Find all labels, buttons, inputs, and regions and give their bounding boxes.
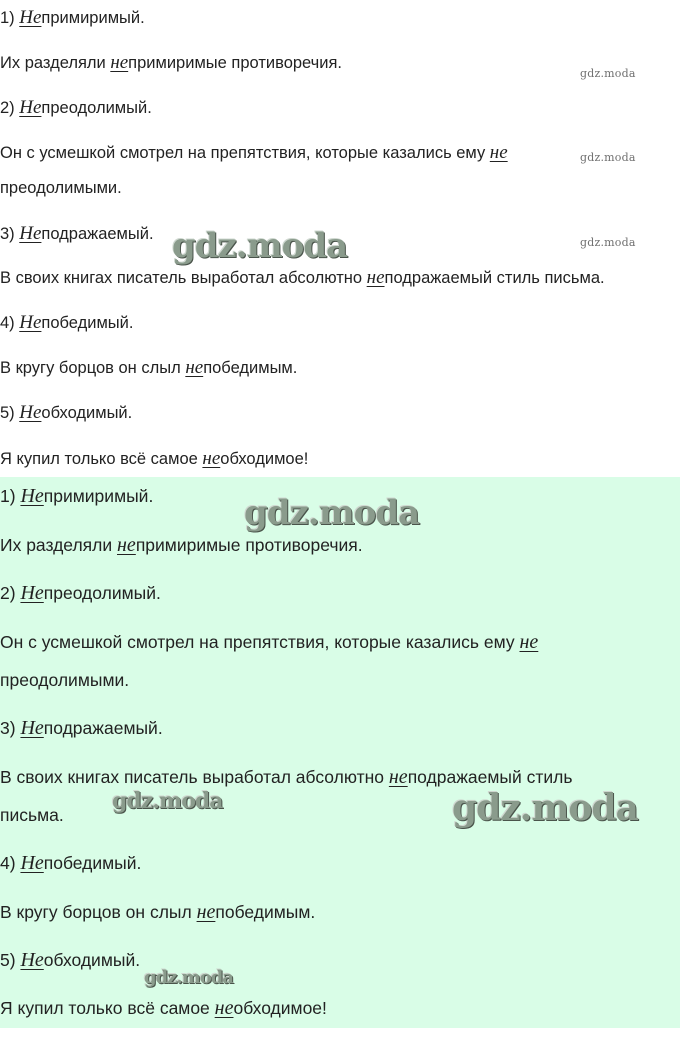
watermark-logo: gdz.moda (452, 787, 638, 829)
particle-ne: Не (19, 97, 42, 118)
particle-ne: не (196, 901, 216, 923)
particle-ne: Не (20, 582, 44, 604)
text-line: Он с усмешкой смотрел на препятствия, которые казались ему не (0, 631, 539, 653)
text-line: В своих книгах писатель выработал абсолютно неподражаемый стиль (0, 766, 573, 788)
answer-block-1 (0, 0, 680, 477)
text-line: 3) Неподражаемый. (0, 223, 154, 244)
text-line: В кругу борцов он слыл непобедимым. (0, 901, 316, 923)
watermark-logo: gdz.moda (112, 788, 223, 814)
particle-ne: Не (20, 485, 44, 507)
watermark-logo: gdz.moda (580, 67, 636, 80)
text-line: Я купил только всё самое необходимое! (0, 997, 327, 1019)
watermark-logo: gdz.moda (144, 967, 233, 988)
particle-ne: Не (20, 717, 44, 739)
particle-ne: не (214, 997, 234, 1019)
text-line: 5) Необходимый. (0, 949, 141, 971)
particle-ne: не (366, 267, 385, 288)
answer-block-2 (0, 477, 680, 1028)
text-line: Я купил только всё самое необходимое! (0, 448, 309, 469)
particle-ne: не (185, 357, 204, 378)
particle-ne: Не (19, 223, 42, 244)
text-line: В своих книгах писатель выработал абсолютно неподражаемый стиль письма. (0, 267, 605, 288)
text-line: преодолимыми. (0, 179, 122, 197)
particle-ne: не (110, 52, 129, 73)
particle-ne: не (202, 448, 221, 469)
particle-ne: не (117, 534, 136, 556)
text-line: 2) Непреодолимый. (0, 582, 161, 604)
particle-ne: Не (19, 312, 42, 333)
text-line: Их разделяли непримиримые противоречия. (0, 52, 343, 73)
text-line: 1) Непримиримый. (0, 485, 154, 507)
particle-ne: Не (20, 852, 44, 874)
watermark-logo: gdz.moda (580, 236, 636, 249)
text-line: 5) Необходимый. (0, 402, 133, 423)
watermark-logo: gdz.moda (244, 493, 420, 533)
text-line: Их разделяли непримиримые противоречия. (0, 534, 363, 556)
particle-ne: не (519, 631, 539, 653)
text-line: 3) Неподражаемый. (0, 717, 163, 739)
text-line: 4) Непобедимый. (0, 312, 134, 333)
particle-ne: Не (20, 949, 44, 971)
particle-ne: не (388, 766, 408, 788)
text-line: 1) Непримиримый. (0, 7, 145, 28)
particle-ne: Не (19, 402, 42, 423)
text-line: 2) Непреодолимый. (0, 97, 152, 118)
particle-ne: не (489, 142, 508, 163)
text-line: Он с усмешкой смотрел на препятствия, которые казались ему не (0, 142, 508, 163)
text-line: В кругу борцов он слыл непобедимым. (0, 357, 298, 378)
text-line: 4) Непобедимый. (0, 852, 142, 874)
watermark-logo: gdz.moda (172, 226, 348, 266)
text-line: письма. (0, 805, 64, 825)
particle-ne: Не (19, 7, 42, 28)
watermark-logo: gdz.moda (580, 151, 636, 164)
text-line: преодолимыми. (0, 670, 130, 690)
